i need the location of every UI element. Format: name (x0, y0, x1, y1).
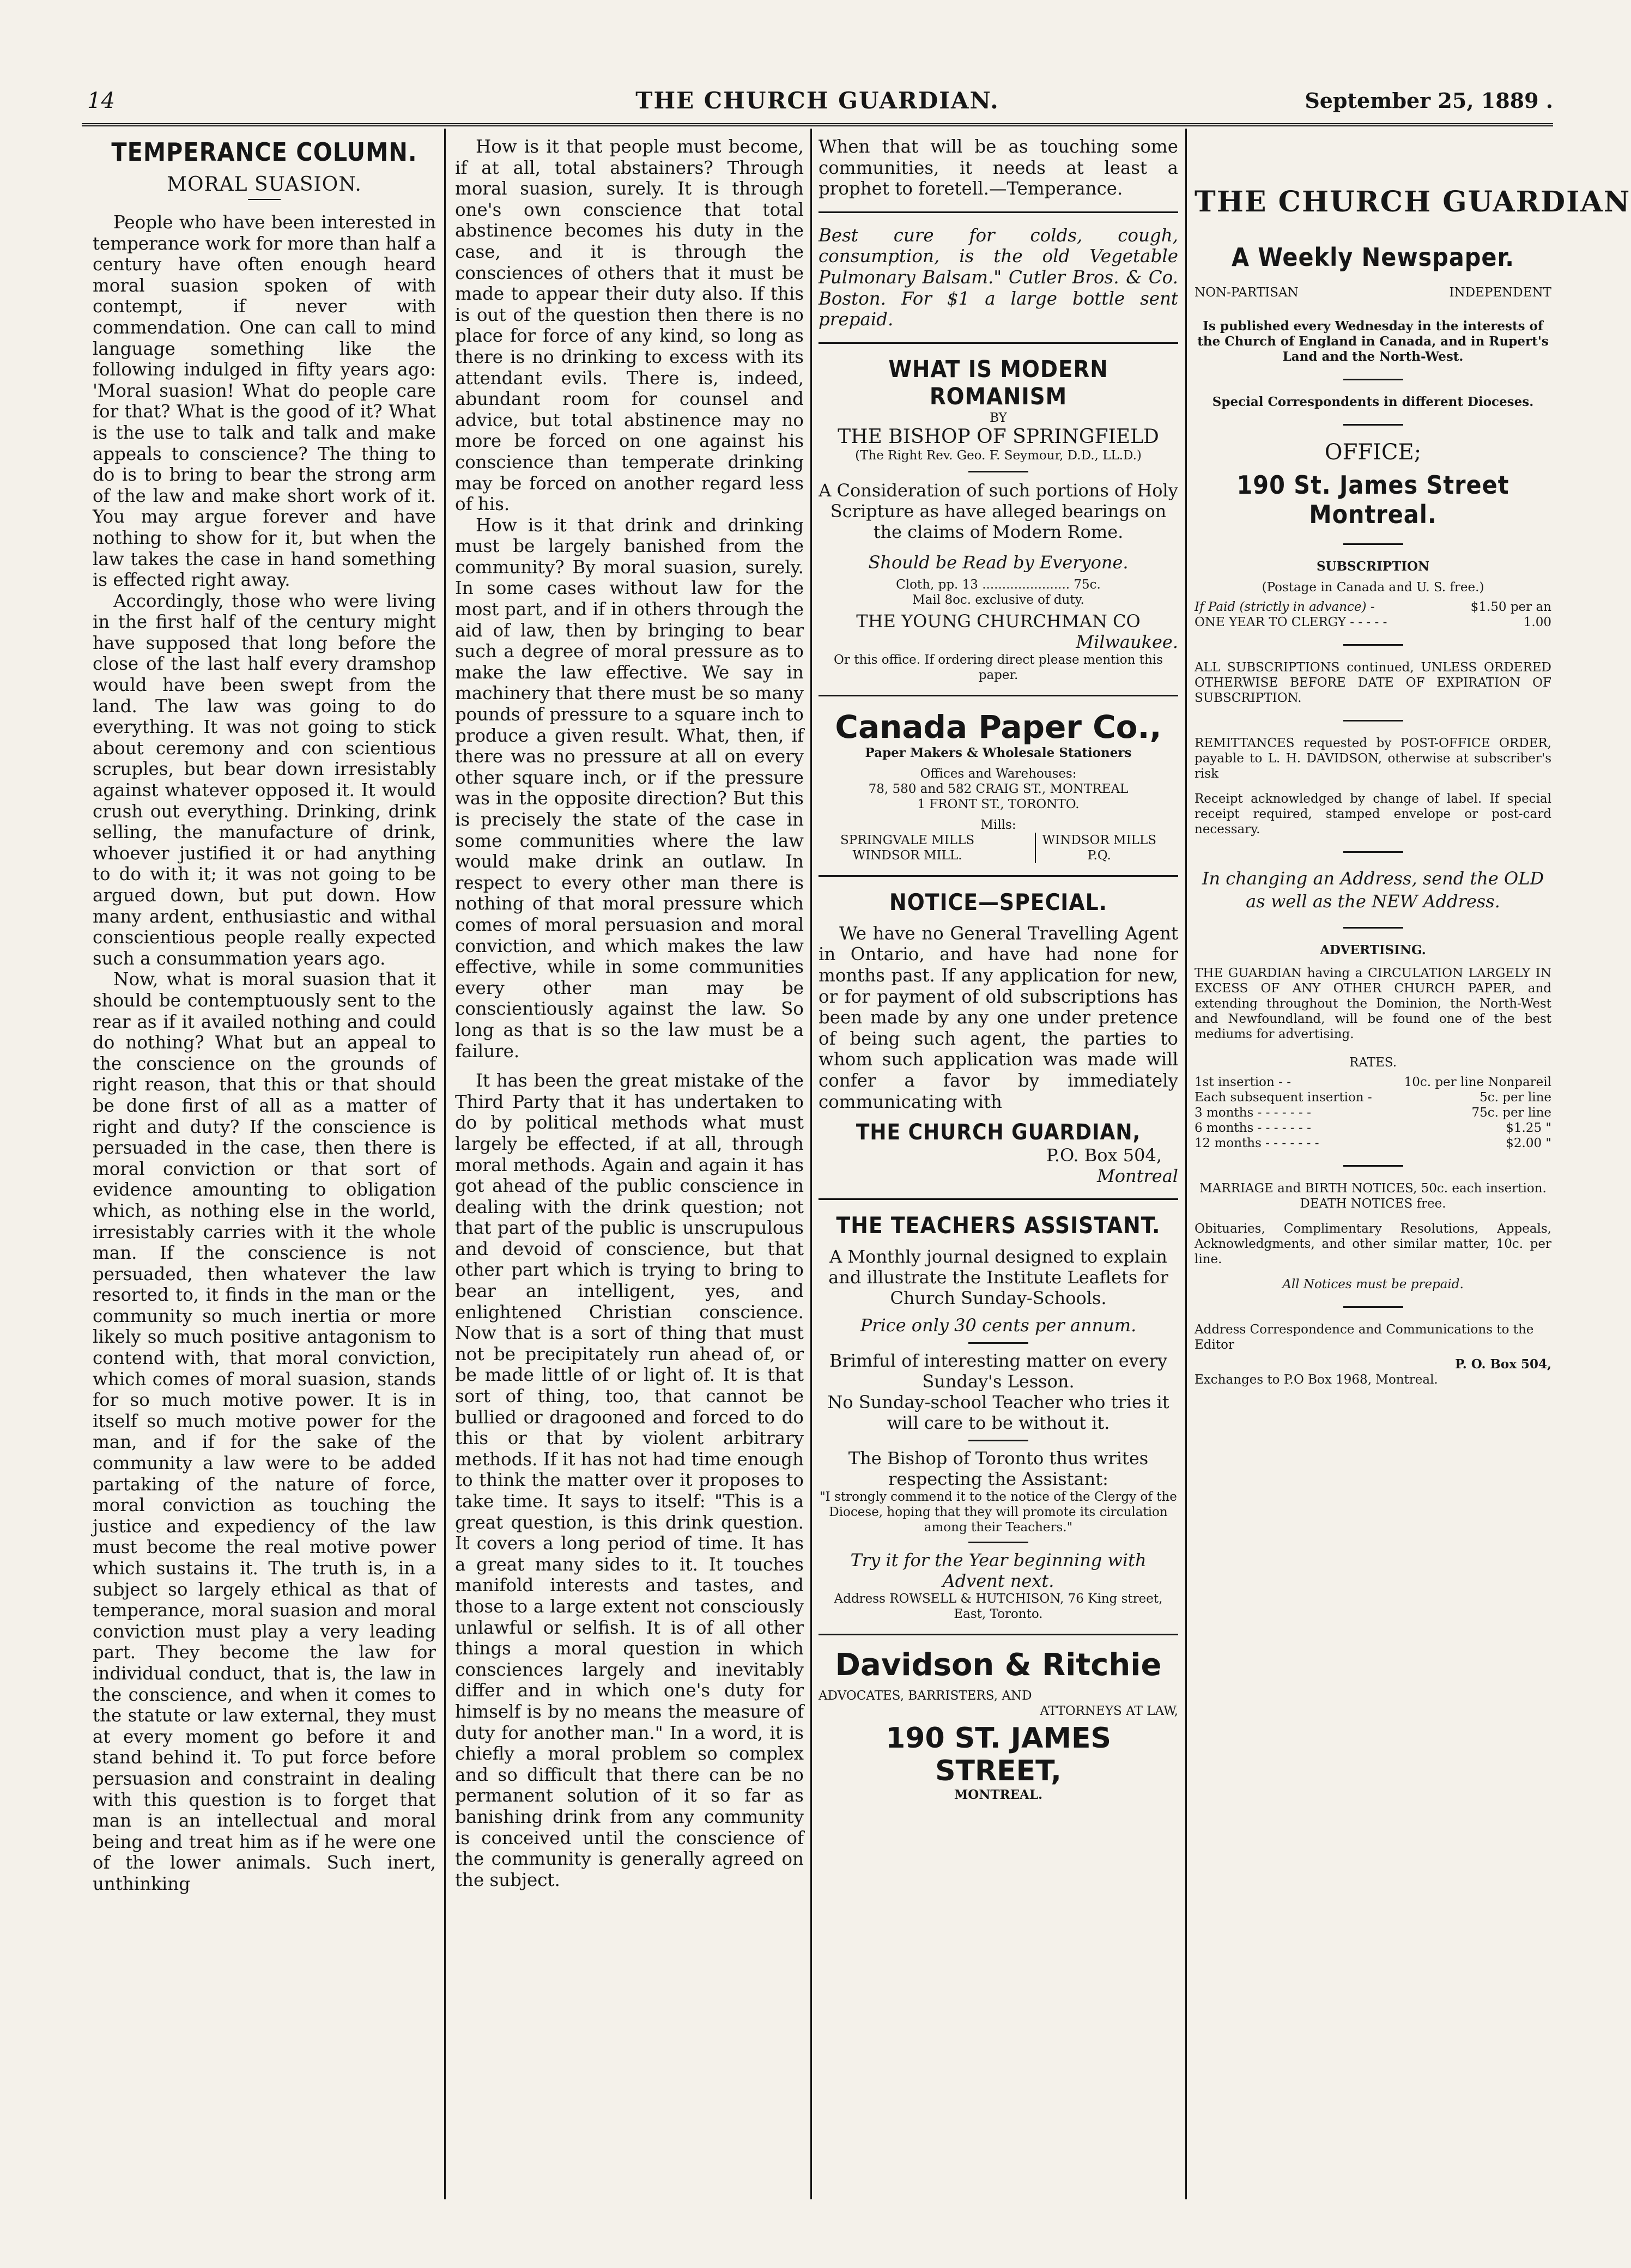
prepaid-note: All Notices must be prepaid. (1282, 1277, 1464, 1291)
receipt-note: Receipt acknowledged by change of label. If special receipt required, stamped envelope or post-card necessary. (1195, 792, 1551, 836)
page-header (82, 85, 1553, 117)
teachers-brimful: Brimful of interesting matter on every Sunday's Lesson. (829, 1350, 1168, 1392)
rate-row (1195, 1075, 1551, 1090)
mail-price: Mail 8oc. exclusive of duty. (912, 592, 1084, 607)
subscription-heading: SUBSCRIPTION (1316, 559, 1430, 574)
issue-date: September 25, 1889 . (1305, 88, 1553, 113)
column-rule (810, 129, 812, 2199)
mill-right: WINDSOR MILLS P.Q. (1035, 833, 1156, 863)
divider (1343, 720, 1403, 721)
by-label: BY (990, 410, 1007, 425)
correspondence-note: Address Correspondence and Communications to the Editor (1195, 1323, 1534, 1352)
rate-row (1195, 1105, 1551, 1120)
divider (818, 1198, 1178, 1200)
divider (248, 199, 281, 200)
divider (1343, 1165, 1403, 1167)
mill-left: SPRINGVALE MILLS WINDSOR MILL. (840, 833, 975, 863)
rates-table (1195, 1075, 1551, 1151)
rate-row (1195, 1090, 1551, 1105)
romanism-description: A Consideration of such portions of Holy Scripture as have alleged bearings on the claims of Modern Rome. (818, 480, 1178, 542)
masthead-title: THE CHURCH GUARDIAN (1195, 185, 1631, 219)
article-paragraph: Accordingly, those who were living in the first half of the century might have supposed that long before the close of the last half every dramshop would have been swept from the land. The law was going to do everything. It was not going to stick about ceremony and con scientious scruples, but bear down irresistably against whatever opposed it. It would crush out everything. Drinking, drink selling, the manufacture of drink, whoever justified it or had anything to do with it; it was not going to be argued down, but put down. How many ardent, enthusiastic and withal conscientious people really expected such a consummation years ago. (93, 590, 436, 969)
rate-row (1195, 1136, 1551, 1151)
divider (818, 1634, 1178, 1635)
teachers-assistant (818, 1212, 1178, 1622)
davidson-line1: ADVOCATES, BARRISTERS, AND (818, 1689, 1032, 1703)
rate-value: $1.25 " (1506, 1121, 1551, 1135)
rate-label: 1st insertion - - (1195, 1075, 1291, 1089)
publisher: THE YOUNG CHURCHMAN CO (856, 610, 1141, 632)
po-box: P. O. Box 504, (1455, 1357, 1551, 1372)
romanism-advertisement (818, 356, 1178, 683)
davidson-street: 190 ST. JAMES STREET, (886, 1722, 1111, 1788)
canada-paper-sub: Paper Makers & Wholesale Stationers (865, 745, 1132, 760)
obituaries-note: Obituaries, Complimentary Resolutions, Appeals, Acknowledgments, and other similar matter, 10c. per line. (1195, 1222, 1551, 1266)
article-paragraph: It has been the great mistake of the Third Party that it has undertaken to do by political methods what must largely be effected, if at all, through moral methods. Again and again it has got ahead of the public conscience in dealing with the drink question; not that part of the public is unscrupulous and devoid of conscience, but that other part which is trying to bring to bear an intelligent, yes, and enlightened Christian conscience. Now that is a sort of thing that must not be precipitately run ahead of, or be made little of or light of. It is that sort of thing, too, that cannot be bullied or dragooned and forced to do this or that by violent arbitrary methods. If it has not had time enough to think the matter over it proposes to take time. It says to itself: "This is a great question, is this drink question. It covers a long period of time. It has a great many sides to it. It touches manifold interests and tastes, and those to a large extent not consciously unlawful or selfish. It is of all other things a moral question in which consciences largely and inevitably differ and in which one's duty for himself is by no means the measure of duty for another man." In a word, it is chiefly a moral problem so complex and so difficult that there can be no permanent solution of it so far as banishing drink from any community is conceived until the conscience of the community is generally agreed on the subject. (455, 1070, 804, 1890)
canada-paper-title: Canada Paper Co., (835, 708, 1162, 745)
rate-value: 5c. per line (1480, 1090, 1551, 1105)
divider (818, 342, 1178, 344)
independent-label: INDEPENDENT (1449, 286, 1551, 300)
romanism-author: THE BISHOP OF SPRINGFIELD (838, 425, 1159, 448)
nonpartisan-label: NON-PARTISAN (1195, 286, 1299, 300)
notice-special (818, 889, 1178, 1186)
publisher-city: Milwaukee. (1076, 631, 1178, 652)
divider (1343, 424, 1403, 426)
address-line: 1 FRONT ST., TORONTO. (917, 797, 1080, 811)
teachers-quote: "I strongly commend it to the notice of the Clergy of the Diocese, hoping that they will promote its circulation among their Teachers." (820, 1490, 1177, 1535)
teachers-desc: A Monthly journal designed to explain and illustrate the Institute Leaflets for Church Sunday-Schools. (828, 1246, 1168, 1309)
column-rule (444, 129, 446, 2199)
article-paragraph: People who have been interested in temperance work for more than half a century have often enough heard moral suasion spoken of with contempt, if never with commendation. One can call to mind language something like the following indulged in fifty years ago: 'Moral suasion! What do people care for that? What is the good of it? What is the use to talk and talk and make appeals to conscience? The thing to do is to bring to bear the strong arm of the law and make short work of it. You may argue forever and have nothing to show for it, but when the law takes the case in hand something is effected right away. (93, 212, 436, 591)
newspaper-title: THE CHURCH GUARDIAN. (635, 87, 999, 114)
romanism-title: WHAT IS MODERN ROMANISM (888, 355, 1108, 410)
rate-value: 10c. per line Nonpareil (1404, 1075, 1551, 1089)
temperance-continued (455, 136, 804, 2218)
clergy-label: ONE YEAR TO CLERGY - - - - - (1195, 615, 1387, 629)
davidson-title: Davidson & Ritchie (835, 1647, 1162, 1683)
temperance-column (93, 136, 436, 2218)
article-paragraph: How is it that people must become, if at all, total abstainers? Through moral suasion, surely. It is through one's own conscience that total abstinence becomes his duty in the case, and it is through the consciences of others that it must be made to appear their duty also. If this is out of the question then there is no place for force of any kind, so long as there is no drinking to excess with its attendant evils. There is, indeed, abundant room for counsel and advice, but total abstinence may no more be forced on one against his conscience than temperate drinking may be forced on another regard less of his. (455, 136, 804, 515)
notice-body: We have no General Travelling Agent in Ontario, and have had none for months past. If any application for new, or for payment of old subscriptions has been made by any one under pretence of being such agent, the parties to whom such application was made will confer a favor by immediately communicating with (818, 923, 1178, 1112)
davidson-ritchie-advertisement (818, 1647, 1178, 1803)
davidson-city: MONTREAL. (954, 1787, 1043, 1803)
column-rule (1185, 129, 1187, 2199)
article-paragraph: When that will be as touching some communities, it needs at least a prophet to foretell.—Temperance. (818, 136, 1178, 199)
advertising-body: THE GUARDIAN having a CIRCULATION LARGELY IN EXCESS OF ANY OTHER CHURCH PAPER, and extending throughout the Dominion, the North-West and Newfoundland, will be found one of the best mediums for advertising. (1195, 966, 1551, 1041)
rate-value: $2.00 " (1506, 1136, 1551, 1150)
canada-paper-advertisement (818, 708, 1178, 863)
continued-note: ALL SUBSCRIPTIONS continued, UNLESS ORDERED OTHERWISE BEFORE DATE OF EXPIRATION OF SUBSCRIPTION. (1195, 660, 1551, 705)
teachers-title: THE TEACHERS ASSISTANT. (836, 1212, 1161, 1239)
order-note: Or this office. If ordering direct please mention this paper. (834, 652, 1163, 682)
office-address: 190 St. James Street Montreal. (1236, 470, 1509, 529)
divider (1343, 1306, 1403, 1308)
offices-label: Offices and Warehouses: (920, 766, 1077, 781)
rate-label: 6 months - - - - - - - (1195, 1121, 1311, 1135)
notice-name: THE CHURCH GUARDIAN, (856, 1120, 1141, 1145)
divider (968, 471, 1028, 472)
marriage-notices: MARRIAGE and BIRTH NOTICES, 50c. each insertion. DEATH NOTICES free. (1199, 1181, 1547, 1211)
weekly-label: A Weekly Newspaper. (1231, 242, 1515, 272)
divider (1343, 379, 1403, 380)
teachers-price: Price only 30 cents per annum. (860, 1315, 1137, 1336)
published-note: Is published every Wednesday in the interests of the Church of England in Canada, and in Rupert's Land and the North-West. (1197, 319, 1549, 364)
cloth-price: Cloth, pp. 13 ...................... 75c. (896, 577, 1101, 592)
divider (1343, 851, 1403, 853)
should-read: Should be Read by Everyone. (868, 551, 1129, 573)
address-line: 78, 580 and 582 CRAIG ST., MONTREAL (868, 781, 1129, 796)
special-correspondents: Special Correspondents in different Dioceses. (1212, 395, 1534, 409)
divider (1343, 927, 1403, 929)
teachers-try: Try it for the Year beginning with Advent next. (850, 1550, 1147, 1592)
divider (968, 1542, 1028, 1543)
rate-label: 3 months - - - - - - - (1195, 1106, 1311, 1120)
remittances-note: REMITTANCES requested by POST-OFFICE ORDER, payable to L. H. DAVIDSON, otherwise at subscriber's risk (1195, 736, 1551, 781)
divider (968, 1440, 1028, 1441)
divider (818, 695, 1178, 696)
mills-label: Mills: (980, 817, 1016, 832)
clergy-price: 1.00 (1523, 615, 1551, 629)
divider (968, 1342, 1028, 1344)
divider (1343, 644, 1403, 646)
rate-label: Each subsequent insertion - (1195, 1090, 1372, 1105)
divider (1343, 543, 1403, 545)
teachers-address: Address ROWSELL & HUTCHISON, 76 King street, East, Toronto. (834, 1592, 1163, 1622)
rate-value: 75c. per line (1471, 1106, 1551, 1120)
rate-label: 12 months - - - - - - - (1195, 1136, 1319, 1150)
notice-box: P.O. Box 504, (1046, 1145, 1162, 1166)
page-number: 14 (87, 88, 115, 113)
header-rule (82, 123, 1553, 126)
exchanges-note: Exchanges to P.O Box 1968, Montreal. (1195, 1373, 1438, 1387)
rates-heading: RATES. (1349, 1056, 1397, 1070)
paid-price: $1.50 per an (1470, 600, 1551, 614)
moral-suasion-heading: MORAL SUASION. (167, 173, 362, 196)
article-paragraph: How is it that drink and drinking must be largely banished from the community? By moral suasion, surely. In some cases without law for the most part, and if in others through the aid of law, then by bringing to bear such a degree of moral pressure as to make the law effective. We say in machinery that there must be so many pounds of pressure to a square inch to produce a given result. What, then, if there was no pressure at all on every other square inch, or if the pressure was in the opposite direction? But this is precisely the state of the case in some communities where the law would make drink an outlaw. In respect to every other man there is nothing of that moral pressure which comes of moral persuasion and moral conviction, and which makes the law effective, while in some communities every other man may be conscientiously against the law. So long as that is so the law must be a failure. (455, 514, 804, 1062)
notice-title: NOTICE—SPECIAL. (889, 888, 1108, 915)
teachers-bishop: The Bishop of Toronto thus writes respecting the Assistant: (848, 1448, 1149, 1490)
author-note: (The Right Rev. Geo. F. Seymour, D.D., LL.D.) (855, 448, 1142, 463)
article-paragraph: Now, what is moral suasion that it should be contemptuously sent to the rear as if it availed nothing and could do nothing? What but an appeal to the conscience on the grounds of right reason, that this or that should be done first of all as a matter of right and duty? If the conscience is persuaded in the case, then there is moral conviction or that sort of evidence amounting to obligation which, as nothing else in the world, irresistably carries with it the whole man. If the conscience is not persuaded, then whatever the law resorted to, it finds in the man or the community so much inertia or more likely so much positive antagonism to contend with, that moral conviction, which comes of moral suasion, stands for so much motive power. It is in itself so much motive power for the man, and if for the sake of the community a law were to be added partaking of the nature of force, moral conviction as touching the justice and expediency of the law must become the real motive power which sustains it. The truth is, in a subject so largely ethical as that of temperance, moral suasion and moral conviction must play a very leading part. They become the law for individual conduct, that is, the law in the conscience, and when it comes to the statute or law external, they must at every moment go before it and stand behind it. To put force before persuasion and constraint in dealing with this question is to forget that man is an intellectual and moral being and treat him as if he were one of the lower animals. Such inert, unthinking (93, 969, 436, 1894)
teachers-no-teacher: No Sunday-school Teacher who tries it will care to be without it. (827, 1392, 1169, 1434)
cough-advertisement: Best cure for colds, cough, consumption, is the old Vegetable Pulmonary Balsam." Cutler Bros. & Co. Boston. For $1 a large bottle sent prepaid. (818, 225, 1178, 330)
davidson-line2: ATTORNEYS AT LAW, (1040, 1704, 1178, 1719)
temperance-heading: TEMPERANCE COLUMN. (111, 137, 417, 167)
office-label: OFFICE; (1324, 440, 1422, 465)
changing-address: In changing an Address, send the OLD as well as the NEW Address. (1202, 868, 1544, 912)
notice-city: Montreal (1096, 1166, 1178, 1187)
paid-label: If Paid (strictly in advance) - (1195, 600, 1375, 614)
masthead-column (1195, 136, 1631, 2218)
advertising-heading: ADVERTISING. (1320, 943, 1426, 957)
divider (818, 875, 1178, 877)
advertisements-column (818, 136, 1178, 2218)
postage-note: (Postage in Canada and U. S. free.) (1262, 580, 1484, 595)
rate-row (1195, 1120, 1551, 1136)
divider (818, 211, 1178, 213)
